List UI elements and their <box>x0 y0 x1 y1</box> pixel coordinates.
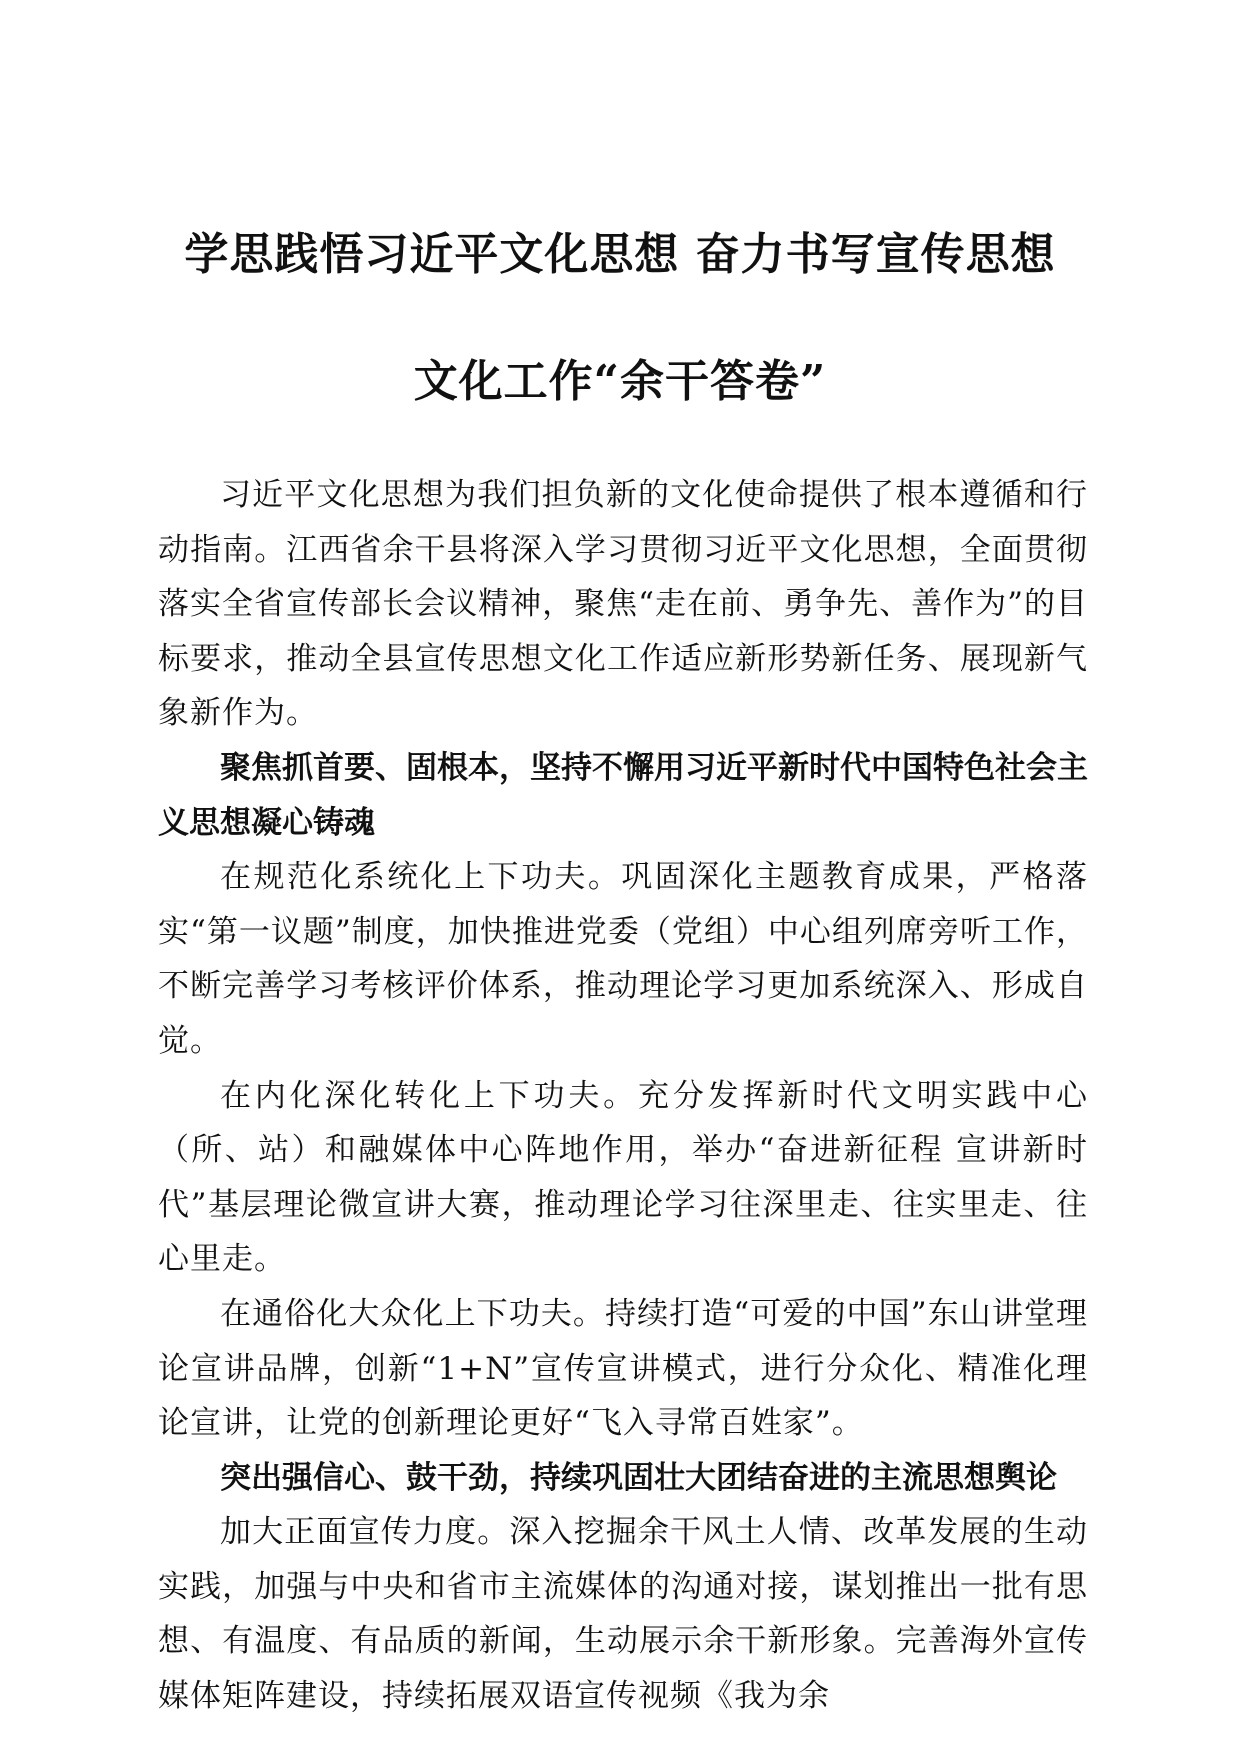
section-1-heading: 聚焦抓首要、固根本，坚持不懈用习近平新时代中国特色社会主义思想凝心铸魂 <box>158 749 1088 841</box>
section-2-paragraph-1: 加大正面宣传力度。深入挖掘余干风土人情、改革发展的生动实践，加强与中央和省市主流媒体的沟通对接，谋划推出一批有思想、有温度、有品质的新闻，生动展示余干新形象。完善海外宣传媒体矩阵建设，持续拓展双语宣传视频《我为余 <box>158 1514 1088 1715</box>
section-1-paragraph-3: 在通俗化大众化上下功夫。持续打造“可爱的中国”东山讲堂理论宣讲品牌，创新“1+N”宣传宣讲模式，进行分众化、精准化理论宣讲，让党的创新理论更好“飞入寻常百姓家”。 <box>158 1295 1088 1442</box>
section-2-heading: 突出强信心、鼓干劲，持续巩固壮大团结奋进的主流思想舆论 <box>220 1459 1057 1496</box>
section-1-paragraph-2: 在内化深化转化上下功夫。充分发挥新时代文明实践中心（所、站）和融媒体中心阵地作用，举办“奋进新征程 宣讲新时代”基层理论微宣讲大赛，推动理论学习往深里走、往实里走、往心里走。 <box>158 1077 1088 1278</box>
document-body <box>158 468 1088 1724</box>
intro-paragraph: 习近平文化思想为我们担负新的文化使命提供了根本遵循和行动指南。江西省余干县将深入学习贯彻习近平文化思想，全面贯彻落实全省宣传部长会议精神，聚焦“走在前、勇争先、善作为”的目标要求，推动全县宣传思想文化工作适应新形势新任务、展现新气象新作为。 <box>158 477 1088 732</box>
section-1-paragraph-1: 在规范化系统化上下功夫。巩固深化主题教育成果，严格落实“第一议题”制度，加快推进党委（党组）中心组列席旁听工作，不断完善学习考核评价体系，推动理论学习更加系统深入、形成自觉。 <box>158 859 1088 1059</box>
document-title-line-1: 学思践悟习近平文化思想 奋力书写宣传思想 <box>184 229 1056 280</box>
document-title-line-2: 文化工作“余干答卷” <box>413 356 827 407</box>
